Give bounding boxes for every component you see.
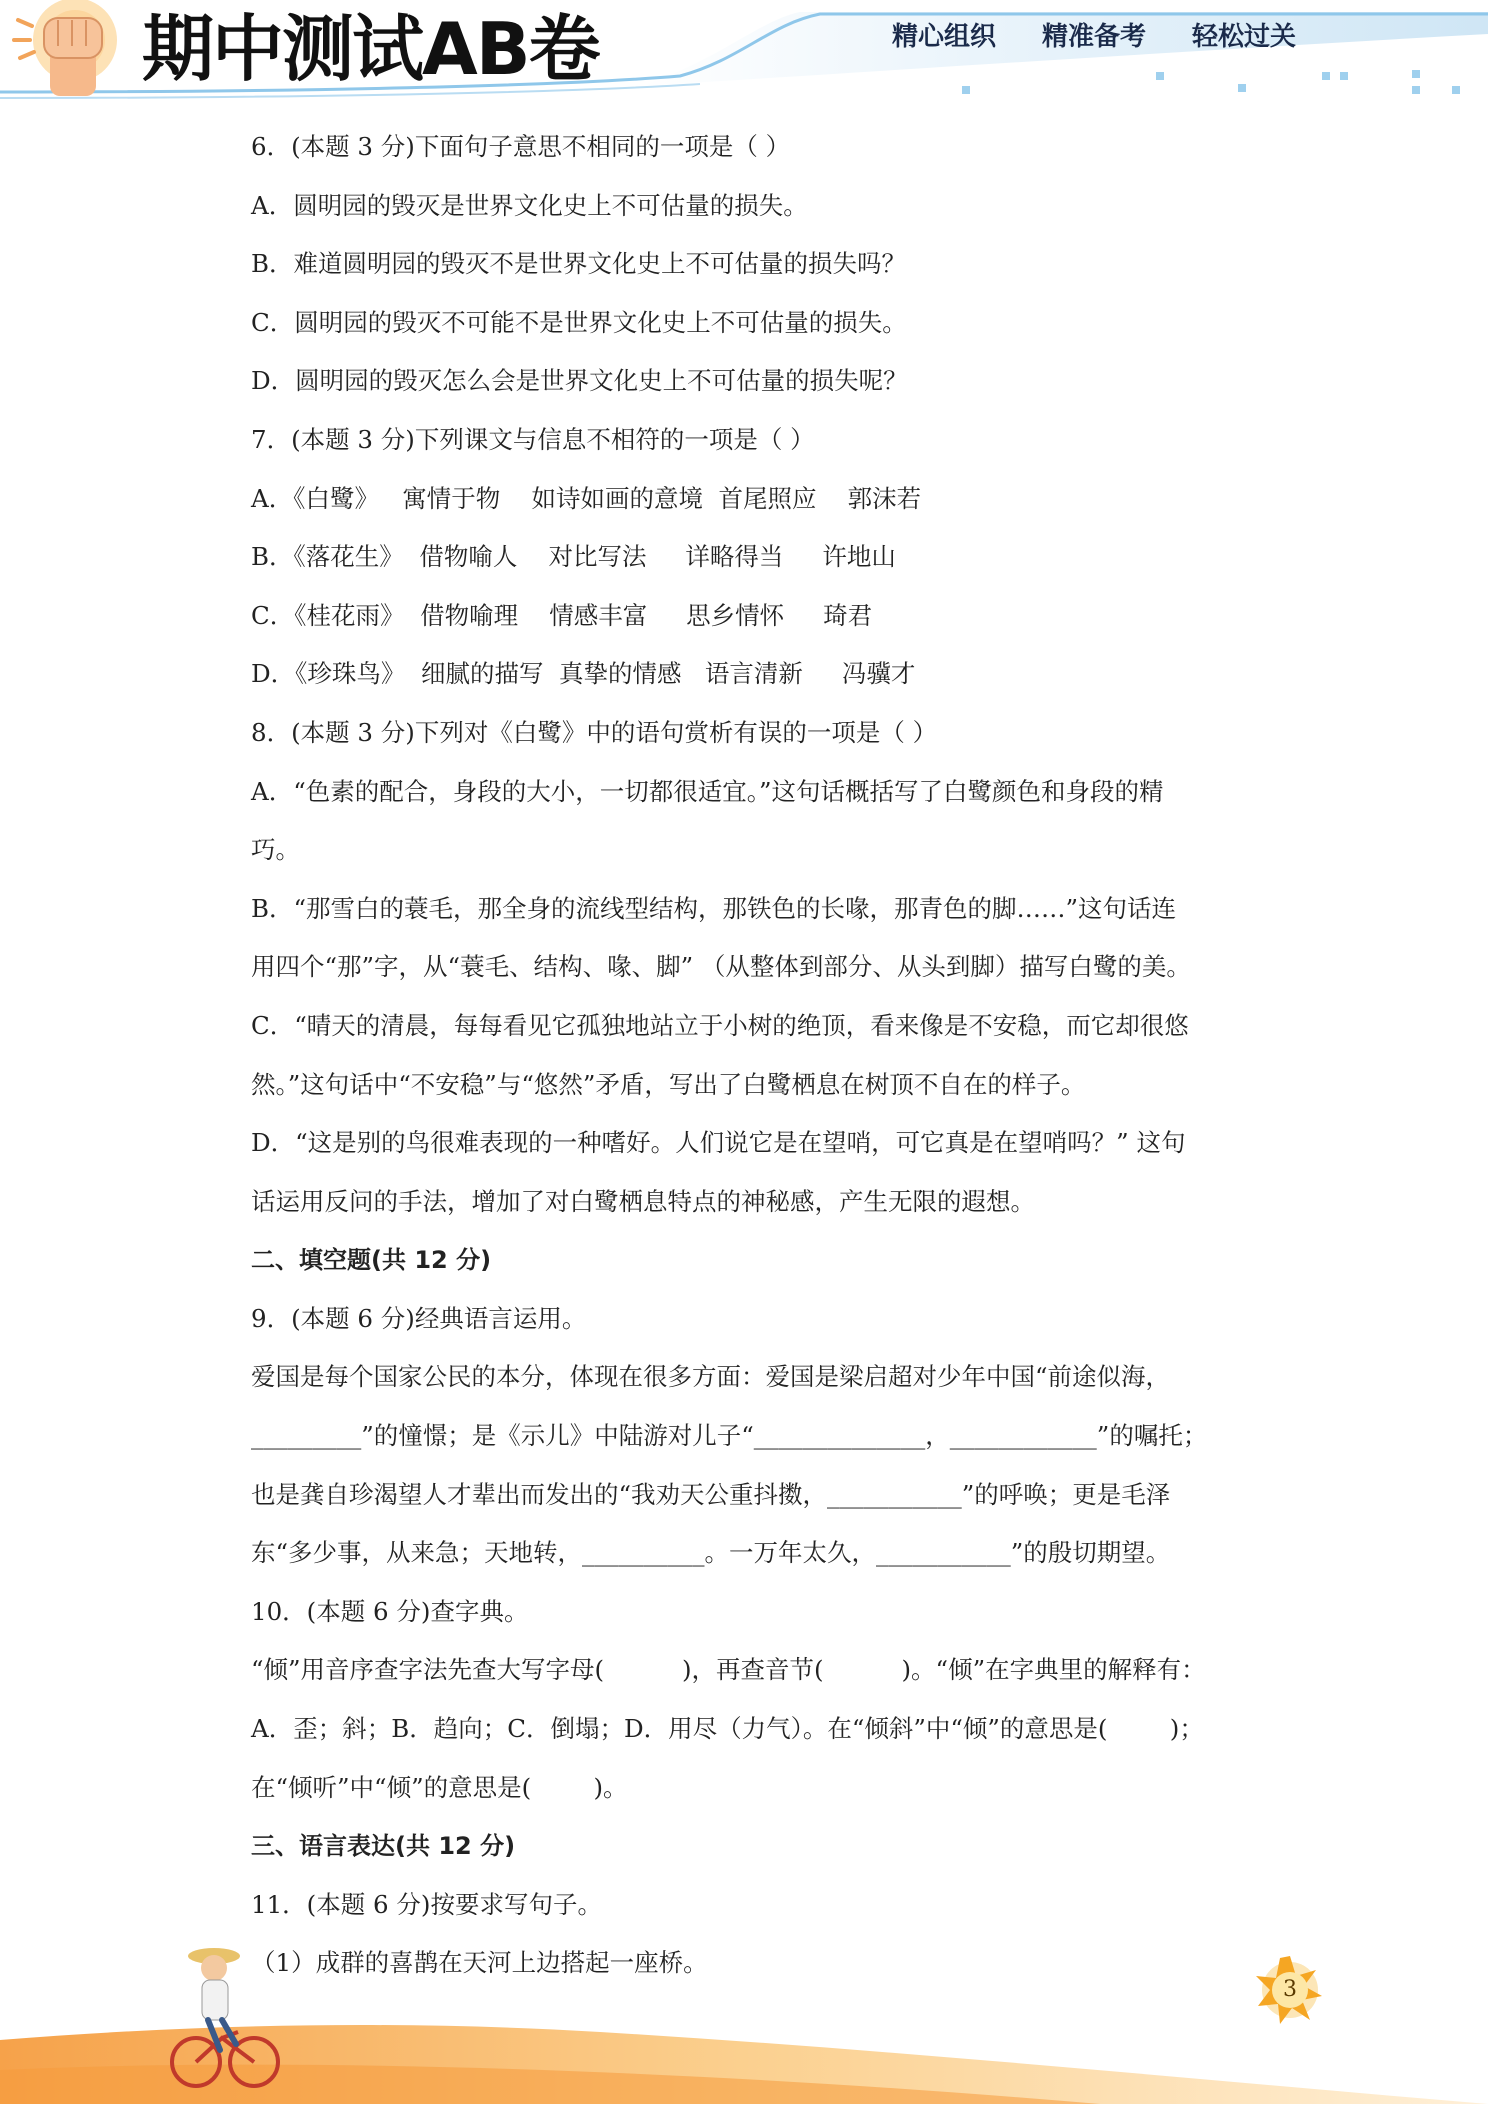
slogan-2: 精准备考 xyxy=(1042,22,1147,52)
question-7-stem: 7．(本题 3 分)下列课文与信息不相符的一项是（ ） xyxy=(251,424,815,454)
question-10-text-1: “倾”用音序查字法先查大写字母( )，再查音节( )。“倾”在字典里的解释有： xyxy=(251,1655,1206,1685)
question-10-text-3: 在“倾听”中“倾”的意思是( )。 xyxy=(251,1772,628,1802)
question-9-text-1: 爱国是每个国家公民的本分，体现在很多方面：爱国是梁启超对少年中国“前途似海， xyxy=(251,1362,1171,1392)
question-8-option-c: C．“晴天的清晨，每每看见它孤独地站立于小树的绝顶，看来像是不安稳，而它却很悠 xyxy=(251,1010,1189,1040)
question-10-stem: 10．(本题 6 分)查字典。 xyxy=(251,1596,529,1626)
page-title: 期中测试AB卷 xyxy=(142,7,599,91)
slogan-1: 精心组织 xyxy=(892,22,997,52)
question-9-text-2: _________”的憧憬；是《示儿》中陆游对儿子“______________，____________”的嘱托； xyxy=(251,1421,1208,1451)
question-6-option-c: C．圆明园的毁灭不可能不是世界文化史上不可估量的损失。 xyxy=(251,307,907,337)
section-3-heading: 三、语言表达(共 12 分) xyxy=(251,1832,516,1861)
question-8-option-d: D．“这是别的鸟很难表现的一种嗜好。人们说它是在望哨，可它真是在望哨吗？” 这句 xyxy=(251,1128,1186,1158)
page-header xyxy=(0,0,1488,100)
slogan-3: 轻松过关 xyxy=(1192,22,1297,52)
question-6-option-d: D．圆明园的毁灭怎么会是世界文化史上不可估量的损失呢？ xyxy=(251,366,908,396)
question-7-option-b: B．《落花生》 借物喻人 对比写法 详略得当 许地山 xyxy=(251,542,896,572)
question-8-stem: 8．(本题 3 分)下列对《白鹭》中的语句赏析有误的一项是（ ） xyxy=(251,717,938,747)
question-11-item-1: （1）成群的喜鹊在天河上边搭起一座桥。 xyxy=(251,1948,708,1978)
question-8-option-a-cont: 巧。 xyxy=(251,835,300,865)
question-8-option-b: B．“那雪白的蓑毛，那全身的流线型结构，那铁色的长喙，那青色的脚……”这句话连 xyxy=(251,893,1177,923)
question-9-text-4: 东“多少事，从来急；天地转，__________。一万年太久，___________”的殷切期望。 xyxy=(251,1538,1171,1568)
page-footer xyxy=(0,1920,1488,2104)
decorative-dots xyxy=(962,70,1460,94)
question-7-option-d: D．《珍珠鸟》 细腻的描写 真挚的情感 语言清新 冯骥才 xyxy=(251,659,916,689)
section-2-heading: 二、填空题(共 12 分) xyxy=(251,1246,492,1275)
question-6-option-a: A．圆明园的毁灭是世界文化史上不可估量的损失。 xyxy=(251,190,808,220)
question-8-option-a: A．“色素的配合，身段的大小，一切都很适宜。”这句话概括写了白鹭颜色和身段的精 xyxy=(251,776,1164,806)
question-8-option-b-cont: 用四个“那”字，从“蓑毛、结构、喙、脚” （从整体到部分、从头到脚）描写白鹭的美。 xyxy=(251,952,1191,982)
question-6-option-b: B．难道圆明园的毁灭不是世界文化史上不可估量的损失吗？ xyxy=(251,249,907,279)
question-9-stem: 9．(本题 6 分)经典语言运用。 xyxy=(251,1303,587,1333)
page-number: 3 xyxy=(1283,1977,1297,2002)
exam-content xyxy=(251,118,1241,1993)
footer-graphic xyxy=(0,1920,1488,2104)
question-10-text-2: A．歪；斜；B．趋向；C．倒塌；D．用尽（力气）。在“倾斜”中“倾”的意思是( )； xyxy=(251,1714,1204,1744)
question-7-option-a: A．《白鹭》 寓情于物 如诗如画的意境 首尾照应 郭沫若 xyxy=(251,483,922,513)
question-8-option-d-cont: 话运用反问的手法，增加了对白鹭栖息特点的神秘感，产生无限的遐想。 xyxy=(251,1186,1035,1216)
question-8-option-c-cont: 然。”这句话中“不安稳”与“悠然”矛盾，写出了白鹭栖息在树顶不自在的样子。 xyxy=(251,1069,1086,1099)
question-9-text-3: 也是龚自珍渴望人才辈出而发出的“我劝天公重抖擞，___________”的呼唤；更是毛泽 xyxy=(251,1479,1171,1509)
question-7-option-c: C．《桂花雨》 借物喻理 情感丰富 思乡情怀 琦君 xyxy=(251,600,873,630)
question-11-stem: 11．(本题 6 分)按要求写句子。 xyxy=(251,1889,602,1919)
question-6-stem: 6．(本题 3 分)下面句子意思不相同的一项是（ ） xyxy=(251,132,791,161)
